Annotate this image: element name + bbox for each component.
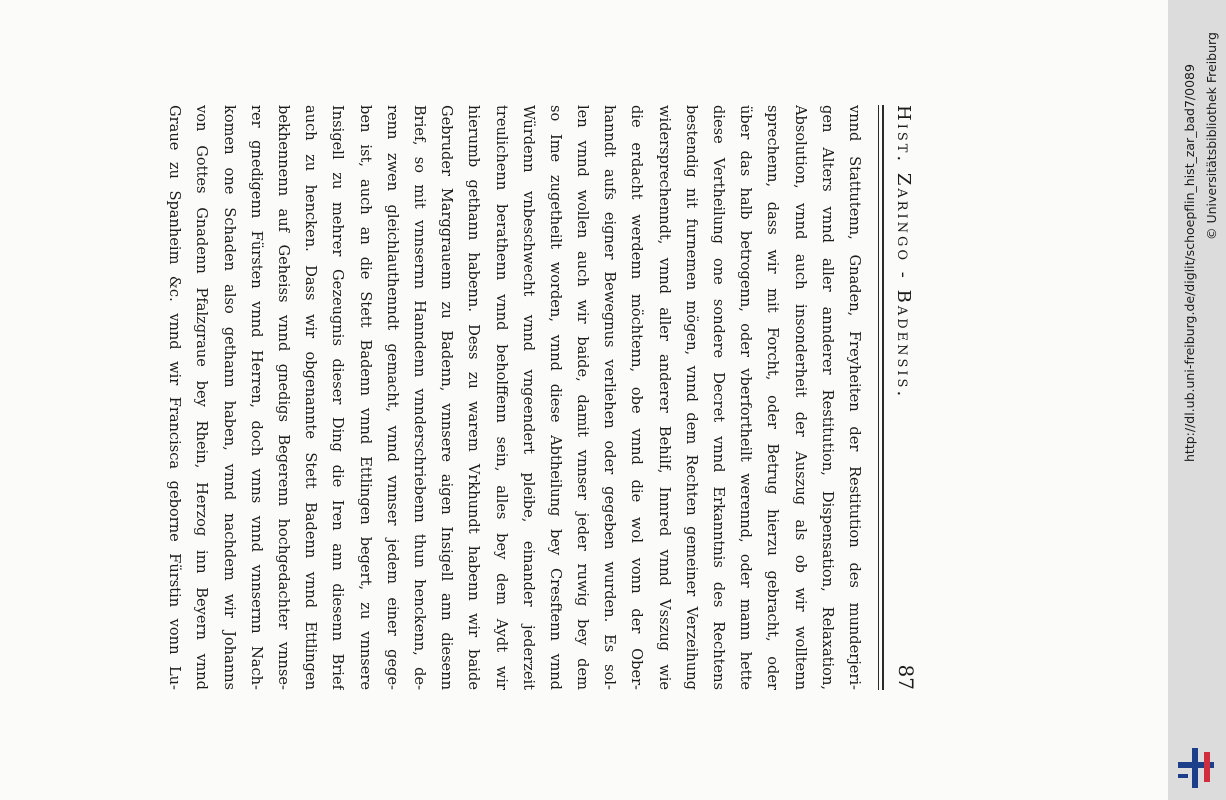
text-line: über das halb betrogenn, oder vberfortheilt werennd, oder mann hette [737, 105, 755, 690]
text-line: die erdacht werdenn möchtenn, obe vnnd die wol vonn der Ober- [628, 105, 646, 690]
text-line: widersprechenndt, vnnd aller anderer Behilf, Innred vnnd Vsszug wie [655, 105, 673, 690]
text-body [160, 105, 868, 690]
text-line: von Gottes Gnadenn Pfalzgraue bey Rhein, Herzog inn Beyern vnnd [193, 105, 211, 690]
ub-freiburg-logo-icon[interactable] [1178, 748, 1218, 788]
logo-bar-small [1178, 774, 1188, 778]
text-line: gen Alters vnnd aller annderer Restitution, Dispensation, Relaxation, [818, 105, 836, 690]
text-line: treulichenn berathenn vnnd beholffenn sein, alles bey dem Aydt wir [492, 105, 510, 690]
logo-bar-vertical [1192, 748, 1198, 788]
text-line: Insigell zu mehrer Gezeugnis dieser Ding die Iren ann diesenn Brief [329, 105, 347, 690]
text-line: sprechenn, dass wir mit Forcht, oder Betrug hierzu gebracht, oder [764, 105, 782, 690]
source-url[interactable]: http://dl.ub.uni-freiburg.de/diglit/schoepflin_hist_zar_bad7/0089 [1182, 64, 1197, 462]
rotated-page-content [160, 105, 920, 690]
copyright-notice: © Universitätsbibliothek Freiburg [1204, 32, 1219, 240]
page-number: 87 [894, 664, 918, 690]
text-line: diese Vertheilung one sondere Decret vnnd Erkanntnis des Rechtens [710, 105, 728, 690]
text-line: bekhennenn auf Geheiss vnnd gnedigs Begerenn hochgedachter vnnse- [275, 105, 293, 690]
running-title: Hist. Zaringo - Badensis. [893, 105, 914, 400]
header-rule-thick [882, 105, 884, 690]
logo-bar-red [1204, 752, 1210, 782]
text-line: auch zu hencken. Dass wir obgenannte Stett Badenn vnnd Ettlingen [302, 105, 320, 690]
text-line: Absolution, vnnd auch insonderheit der Auszug als ob wir wolltenn [791, 105, 809, 690]
header-rule-thin [878, 105, 879, 690]
text-line: so Ime zugetheilt worden, vnnd diese Abtheilung bey Cresftenn vnnd [546, 105, 564, 690]
text-line: bestendig nit furnemen mögen, vnnd dem Rechten gemeiner Verzeihung [682, 105, 700, 690]
text-line: vnnd Stattutenn, Gnaden, Freyheiten der Restitution des munderjeri- [846, 105, 863, 690]
text-line: Würdenn vnbeschwecht vnnd vngeendert pleibe, einander jederzeit [519, 105, 537, 690]
text-line: renn zwen gleichlauthenndt gemacht, vnnd vnnser jedem einer gege- [383, 105, 401, 690]
text-line: hanndt aufs eigner Bewegnus verliehen oder gegeben wurden. Es sol- [601, 105, 619, 690]
text-line: Graue zu Spanheim &c. vnnd wir Francisca geborne Fürstin vonn Lu- [166, 105, 184, 690]
text-line: rer gnedigenn Fürsten vnnd Herren, doch vnns vnnd vnnsernn Nach- [247, 105, 265, 690]
text-line: komen one Schaden also gethann haben, vnnd nachdem wir Johanns [220, 105, 238, 690]
text-line: hierumb gethann habenn. Dess zu warem Vrkhundt habenn wir baide [465, 105, 483, 690]
text-line: ben ist, auch an die Stett Badenn vnnd Ettlingen begert, zu vnnsere [356, 105, 374, 690]
running-header [884, 105, 920, 690]
text-line: len vnnd wollen auch wir baide, damit vnnser jeder ruwig bey dem [574, 105, 592, 690]
text-line: Brief, so mit vnnsernn Hanndenn vnnderschriebenn thun henckenn, de- [411, 105, 428, 690]
text-line: Gebruder Marggrauenn zu Badenn, vnnsere aigen Insigell ann diesenn [438, 105, 456, 690]
